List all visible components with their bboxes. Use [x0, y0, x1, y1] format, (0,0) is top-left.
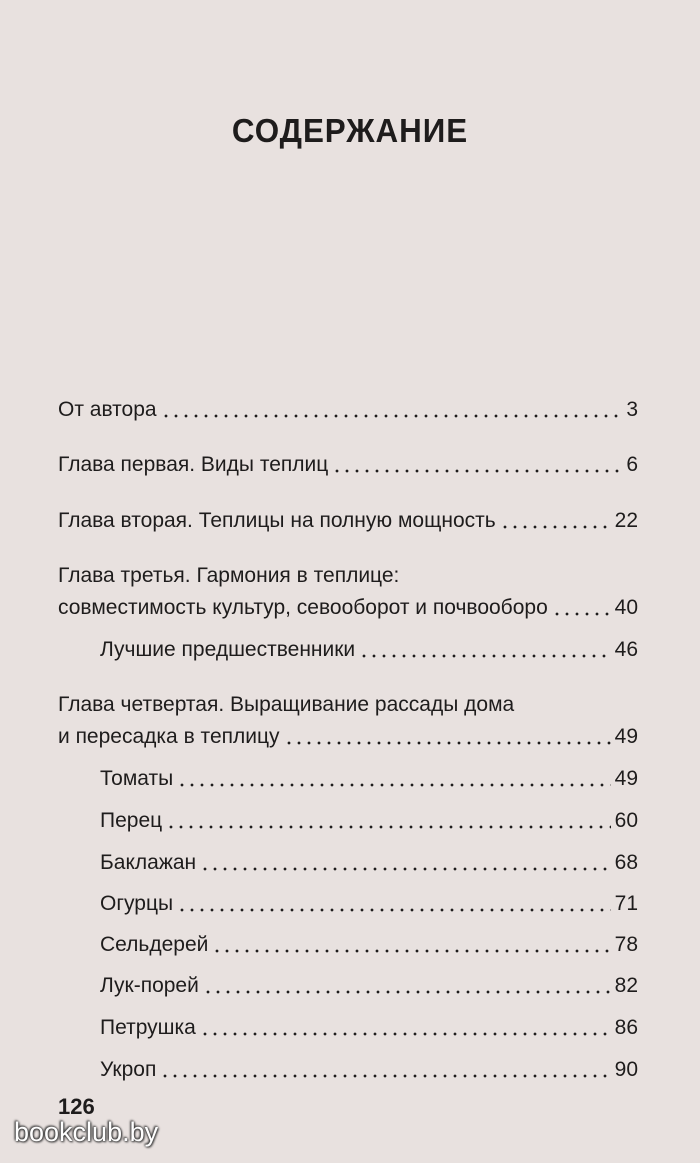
- toc-entry-text: Баклажан: [100, 851, 197, 874]
- leader-dots: [177, 783, 610, 787]
- toc-entry-page: 82: [614, 974, 638, 997]
- toc-entry: [58, 719, 638, 751]
- toc-subentry: [100, 761, 638, 793]
- toc-entry-page: 46: [614, 638, 638, 661]
- leader-dots: [203, 990, 611, 994]
- toc-entry-page: 60: [614, 809, 638, 832]
- toc-entry-text: Петрушка: [100, 1016, 196, 1039]
- toc-entry-text: Глава первая. Виды теплиц: [58, 453, 329, 476]
- leader-dots: [500, 525, 611, 529]
- toc-entry-text: совместимость культур, севооборот и почвооборо: [58, 596, 548, 619]
- toc-entry-text: Томаты: [100, 767, 174, 790]
- toc-entry-text: Огурцы: [100, 892, 174, 915]
- leader-dots: [166, 825, 610, 829]
- leader-dots: [200, 1032, 611, 1036]
- toc-subentry: [100, 803, 638, 835]
- toc-subentry: [100, 1010, 638, 1042]
- toc-entry-heading: [58, 687, 638, 719]
- toc-subentry: [100, 927, 638, 959]
- toc-subentry: [100, 1052, 638, 1084]
- toc-entry-text: Глава четвертая. Выращивание рассады дома: [58, 693, 515, 716]
- toc-entry-text: Укроп: [100, 1058, 157, 1081]
- toc-entry: [58, 447, 638, 479]
- toc-entry-page: 3: [626, 398, 638, 421]
- toc-entry-page: 22: [614, 509, 638, 532]
- toc-entry-page: 68: [614, 851, 638, 874]
- leader-dots: [552, 612, 611, 616]
- leader-dots: [177, 908, 611, 912]
- toc-entry-page: 90: [614, 1058, 638, 1081]
- toc-entry-text: Лучшие предшественники: [100, 638, 356, 661]
- toc-entry-page: 49: [614, 725, 638, 748]
- watermark: bookclub.by: [14, 1117, 159, 1147]
- toc-entry-text: Глава вторая. Теплицы на полную мощность: [58, 509, 496, 532]
- leader-dots: [359, 654, 610, 658]
- toc-entry-page: 49: [614, 767, 638, 790]
- toc-subentry: [100, 886, 638, 918]
- page-number: 126: [58, 1094, 95, 1119]
- toc-entry-text: От автора: [58, 398, 157, 421]
- leader-dots: [332, 469, 622, 473]
- toc-entry-page: 71: [614, 892, 638, 915]
- toc-subentry: [100, 845, 638, 877]
- toc-entry: [58, 503, 638, 535]
- toc-entry-page: 6: [626, 453, 638, 476]
- leader-dots: [200, 867, 611, 871]
- toc-entry-text: Глава третья. Гармония в теплице:: [58, 564, 400, 587]
- toc-entry-page: 40: [614, 596, 638, 619]
- toc-subentry: [100, 968, 638, 1000]
- page-title: СОДЕРЖАНИЕ: [231, 112, 469, 149]
- leader-dots: [212, 949, 610, 953]
- leader-dots: [161, 414, 623, 418]
- leader-dots: [284, 741, 611, 745]
- toc-entry-text: Перец: [100, 809, 163, 832]
- toc-subentry: [100, 632, 638, 664]
- leader-dots: [160, 1074, 610, 1078]
- toc-entry: [58, 590, 638, 622]
- toc-entry-page: 86: [614, 1016, 638, 1039]
- toc-entry-page: 78: [614, 933, 638, 956]
- toc-entry-text: Лук-порей: [100, 974, 199, 997]
- toc-entry: [58, 392, 638, 424]
- toc-entry-text: Сельдерей: [100, 933, 209, 956]
- toc-entry-heading: [58, 558, 638, 590]
- toc-entry-text: и пересадка в теплицу: [58, 725, 280, 748]
